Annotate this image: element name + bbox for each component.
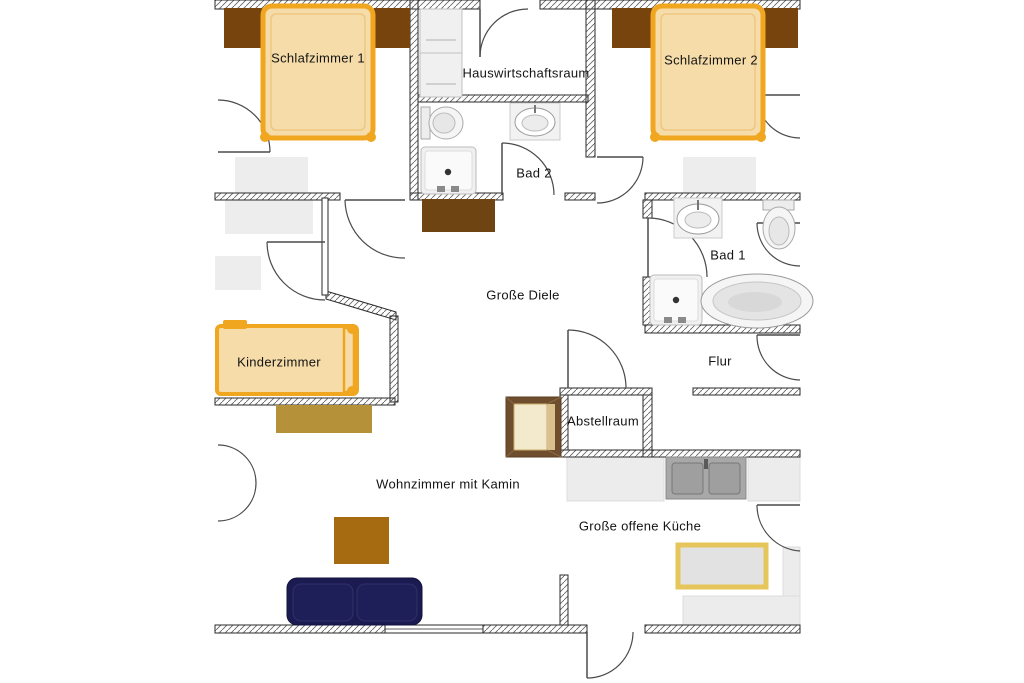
shower-bad1	[650, 275, 702, 325]
rug-schlafzimmer-2	[683, 157, 756, 193]
door-wohnzimmer-double	[218, 445, 256, 521]
kitchen-sink	[666, 457, 746, 499]
wall-kitchen-top	[560, 450, 800, 457]
room-label-schlafzimmer-1: Schlafzimmer 1	[271, 50, 365, 66]
room-label-bad-1: Bad 1	[710, 247, 746, 263]
dresser-wohnzimmer	[276, 405, 372, 433]
room-label-abstellraum: Abstellraum	[567, 413, 639, 429]
coffee-table	[334, 517, 389, 564]
sofa	[287, 578, 422, 625]
nightstand	[764, 8, 798, 48]
door-bottom-exit	[587, 632, 633, 678]
bed-schlafzimmer-1	[260, 6, 376, 142]
door-flur	[757, 335, 800, 380]
room-label-grosse-diele: Große Diele	[486, 287, 560, 303]
washer-dryer-stack	[420, 9, 462, 97]
wall-bottom-1	[215, 625, 385, 633]
kitchen-counter-bottom	[683, 596, 800, 625]
washbasin-bad2	[510, 103, 560, 140]
door-kinderzimmer	[267, 242, 325, 300]
wall-abstellraum-right	[643, 395, 652, 457]
kitchen-counter-left	[567, 457, 664, 501]
wall-kinderzimmer-bottom	[215, 398, 395, 405]
toilet-bad2	[421, 107, 463, 139]
wall-schlafzimmer1-utility	[410, 0, 418, 200]
wardrobe-vestibule-left	[215, 256, 261, 290]
wall-bad2-bottom-b	[565, 193, 595, 200]
door-corridor	[597, 157, 643, 203]
door-diele-top	[345, 200, 405, 258]
kitchen-counter-side	[783, 547, 800, 596]
dining-table	[678, 545, 766, 587]
room-label-bad-2: Bad 2	[516, 165, 552, 181]
fireplace	[506, 397, 561, 457]
wall-mid-left	[215, 193, 340, 200]
wall-stub-kitchen	[560, 575, 568, 625]
room-label-kueche: Große offene Küche	[578, 518, 702, 534]
wall-diagonal	[326, 291, 396, 320]
room-label-schlafzimmer-2: Schlafzimmer 2	[664, 52, 758, 68]
room-label-kinderzimmer: Kinderzimmer	[237, 354, 321, 370]
door-abstellraum	[568, 330, 626, 388]
wardrobe-vestibule-top	[225, 200, 313, 234]
wall-abstellraum-top	[560, 388, 652, 395]
nightstand	[374, 8, 410, 48]
bed-schlafzimmer-2	[650, 6, 766, 142]
window-bottom	[385, 625, 483, 633]
wall-flur-bottom	[693, 388, 800, 395]
rug-schlafzimmer-1	[235, 157, 308, 193]
room-label-hauswirtschaftsraum: Hauswirtschaftsraum	[462, 65, 590, 81]
room-label-flur: Flur	[708, 353, 732, 369]
wall-kinderzimmer-right	[390, 316, 398, 402]
door-hauswirtschaftsraum	[480, 9, 528, 57]
wall-bottom-2	[483, 625, 587, 633]
bathtub-bad1	[701, 274, 813, 328]
wall-vestibule-thin	[322, 198, 328, 295]
kitchen-counter-right	[748, 457, 800, 501]
dresser-diele	[422, 199, 495, 232]
nightstand	[612, 8, 652, 48]
toilet-bad1	[763, 200, 795, 249]
wall-bottom-3	[645, 625, 800, 633]
room-label-wohnzimmer: Wohnzimmer mit Kamin	[376, 476, 520, 492]
nightstand	[224, 8, 262, 48]
shower-bad2	[421, 147, 476, 194]
washbasin-bad1	[674, 198, 722, 238]
wall-bad1-left-cap	[643, 200, 652, 218]
